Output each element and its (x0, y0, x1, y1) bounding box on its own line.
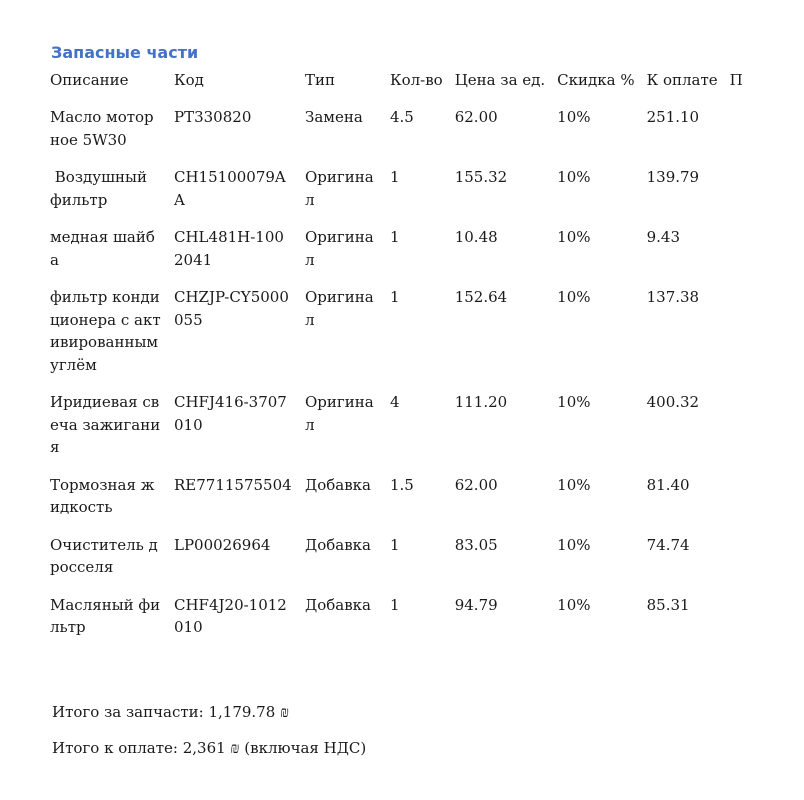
header-unit-price: Цена за ед. (454, 71, 546, 89)
cell-amount-due: 251.10 (646, 108, 700, 126)
cell-amount-due: 74.74 (646, 535, 690, 554)
cell-empty (724, 157, 749, 217)
cell-empty (724, 465, 749, 525)
table-row (44, 382, 749, 465)
cell-empty (724, 382, 749, 465)
cell-amount-due: 137.38 (646, 288, 700, 306)
cell-type: Оригинал (305, 393, 374, 434)
cell-quantity: 1 (390, 288, 400, 306)
cell-quantity: 1 (390, 535, 400, 554)
cell-type: Добавка (305, 535, 371, 554)
cell-quantity: 4 (390, 393, 400, 411)
cell-amount-due: 139.79 (646, 168, 700, 186)
cell-empty (724, 277, 749, 382)
cell-discount: 10% (557, 288, 591, 306)
cell-code: CHFJ416-3707010 (174, 393, 287, 434)
header-code: Код (174, 71, 204, 89)
header-description: Описание (50, 71, 129, 89)
grand-total: Итого к оплате: 2,361 ₪ (включая НДС) (52, 739, 367, 757)
cell-description: Воздушный фильтр (50, 168, 152, 209)
cell-amount-due: 81.40 (646, 475, 690, 494)
parts-table (44, 66, 749, 645)
cell-code: CHF4J20-1012010 (174, 595, 287, 636)
header-discount: Скидка % (557, 71, 635, 89)
cell-unit-price: 155.32 (454, 168, 508, 186)
cell-amount-due: 85.31 (646, 595, 690, 614)
cell-type: Добавка (305, 595, 371, 614)
header-amount-due: К оплате (646, 71, 718, 89)
table-row (44, 97, 749, 157)
cell-code: LP00026964 (174, 535, 271, 554)
header-quantity: Кол-во (390, 71, 443, 89)
cell-code: CH15100079AA (174, 168, 286, 209)
table-row (44, 217, 749, 277)
cell-description: Иридиевая свеча зажигания (50, 393, 161, 456)
section-title: Запасные части (51, 43, 199, 62)
cell-quantity: 1.5 (390, 475, 414, 494)
header-type: Тип (305, 71, 335, 89)
cell-quantity: 1 (390, 168, 400, 186)
table-row (44, 277, 749, 382)
cell-type: Оригинал (305, 228, 374, 269)
parts-total: Итого за запчасти: 1,179.78 ₪ (52, 703, 290, 721)
cell-discount: 10% (557, 393, 591, 411)
cell-code: CHL481H-1002041 (174, 228, 284, 269)
cell-amount-due: 400.32 (646, 393, 700, 411)
cell-empty (724, 525, 749, 585)
cell-description: медная шайба (50, 228, 155, 269)
cell-unit-price: 111.20 (454, 393, 508, 411)
cell-quantity: 1 (390, 595, 400, 614)
cell-discount: 10% (557, 168, 591, 186)
cell-unit-price: 94.79 (454, 595, 498, 614)
cell-unit-price: 62.00 (454, 475, 498, 494)
cell-description: Масляный фильтр (50, 595, 161, 636)
cell-empty (724, 97, 749, 157)
cell-empty (724, 585, 749, 645)
cell-type: Оригинал (305, 168, 374, 209)
cell-unit-price: 83.05 (454, 535, 498, 554)
table-row (44, 465, 749, 525)
cell-empty (724, 217, 749, 277)
cell-description: Тормозная жидкость (50, 475, 155, 516)
cell-unit-price: 152.64 (454, 288, 508, 306)
cell-unit-price: 62.00 (454, 108, 498, 126)
cell-description: фильтр кондиционера с активированным углём (50, 288, 161, 374)
cell-discount: 10% (557, 535, 591, 554)
cell-code: CHZJP-CY5000055 (174, 288, 289, 329)
cell-quantity: 1 (390, 228, 400, 246)
cell-description: Масло моторное 5W30 (50, 108, 154, 149)
table-row (44, 157, 749, 217)
cell-discount: 10% (557, 595, 591, 614)
cell-type: Замена (305, 108, 363, 126)
header-truncated: П (729, 71, 743, 89)
cell-type: Оригинал (305, 288, 374, 329)
cell-type: Добавка (305, 475, 371, 494)
table-row (44, 585, 749, 645)
table-header-row (44, 66, 749, 97)
cell-discount: 10% (557, 475, 591, 494)
table-row (44, 525, 749, 585)
cell-discount: 10% (557, 108, 591, 126)
cell-code: PT330820 (174, 108, 252, 126)
cell-amount-due: 9.43 (646, 228, 681, 246)
cell-quantity: 4.5 (390, 108, 414, 126)
cell-discount: 10% (557, 228, 591, 246)
cell-code: RE7711575504 (174, 475, 292, 494)
cell-description: Очиститель дросселя (50, 535, 158, 576)
cell-unit-price: 10.48 (454, 228, 498, 246)
